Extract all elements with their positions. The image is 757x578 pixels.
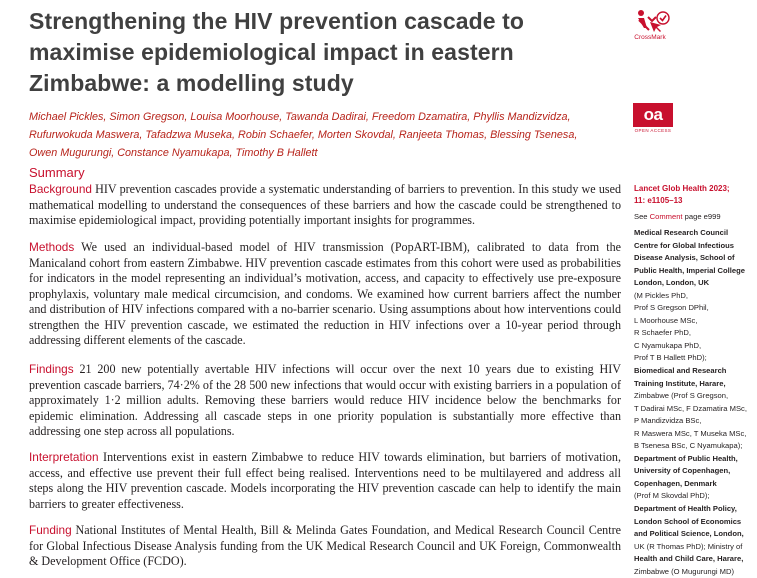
affiliation-line: Training Institute, Harare, <box>634 378 726 388</box>
findings-heading: Findings <box>29 362 74 376</box>
affiliation-line: R Schaefer PhD, <box>634 328 691 338</box>
affiliation-line: Prof T B Hallett PhD); <box>634 353 707 363</box>
comment-link[interactable]: Comment <box>649 212 683 221</box>
citation-line-2: 11: e1105–13 <box>634 196 683 206</box>
open-access-subtext: OPEN ACCESS <box>634 128 672 133</box>
affiliation-line: London, London, UK <box>634 278 710 288</box>
affiliations <box>634 227 757 578</box>
affiliation-line: Health and Child Care, Harare, <box>634 554 744 564</box>
affiliation-line: UK (R Thomas PhD); Ministry of <box>634 541 743 551</box>
affiliation-line: (M Pickles PhD, <box>634 290 689 300</box>
affiliation-line: Zimbabwe (Prof S Gregson, <box>634 391 729 401</box>
affiliation-line: R Maswera MSc, T Museka MSc, <box>634 428 747 438</box>
affiliation-line: T Dadirai MSc, F Dzamatira MSc, <box>634 403 747 413</box>
summary-heading: Summary <box>29 165 85 180</box>
affiliation-line: L Moorhouse MSc, <box>634 315 698 325</box>
affiliation-line: P Mandizvidza BSc, <box>634 416 702 426</box>
background-heading: Background <box>29 182 92 196</box>
affiliation-line: Department of Health Policy, <box>634 504 737 514</box>
section-methods <box>29 240 621 349</box>
crossmark-label[interactable]: CrossMark <box>634 34 666 41</box>
citation-line-1: Lancet Glob Health 2023; <box>634 184 730 193</box>
findings-text: 21 200 new potentially avertable HIV infections will occur over the next 10 years due to existing HIV prevention cascade barriers, 74·2% of the 28 500 new infections that would occur with existing barriers in a population of approximately 1·2 million adults. Removing these barriers would reduce HIV incidence below the benchmarks for epidemic elimination. Addressing all cascade steps in one priority population is substantially more effective than addressing one step across all populations. <box>29 362 621 438</box>
affiliation-line: Zimbabwe (O Mugurungi MD) <box>634 566 735 576</box>
methods-heading: Methods <box>29 240 75 254</box>
funding-text: National Institutes of Mental Health, Bill & Melinda Gates Foundation, and Medical Research Council Centre for Global Infectious Disease Analysis funding from the UK Medical Research Council and UK Foreign, Commonwealth & Development Office (FCDO). <box>29 523 621 568</box>
interpretation-heading: Interpretation <box>29 450 99 464</box>
affiliation-line: Copenhagen, Denmark <box>634 478 717 488</box>
affiliation-line: Biomedical and Research <box>634 366 727 376</box>
see-prefix: See <box>634 212 650 221</box>
open-access-badge <box>633 103 673 127</box>
affiliation-line: University of Copenhagen, <box>634 466 731 476</box>
methods-text: We used an individual-based model of HIV transmission (PopART-IBM), calibrated to data from the Manicaland cohort from eastern Zimbabwe. HIV prevention cascade estimates from this cohort were used as probabilities for indicators in the model representing an individual’s motivation, access, and capacity to effectively use pre-exposure prophylaxis, voluntary male medical circumcision, and condoms. We examined how current barriers affect the number and distribution of HIV infections compared with a no-barrier scenario. Using assumptions about how interventions could strengthen the HIV prevention cascade, we estimated the reduction in HIV infections over a 10-year period through addressing different elements of the cascade. <box>29 240 621 347</box>
oa-label: oa <box>643 105 663 124</box>
funding-heading: Funding <box>29 523 72 537</box>
affiliation-line: Public Health, Imperial College <box>634 265 745 275</box>
article-title: Strengthening the HIV prevention cascade to maximise epidemiological impact in eastern Zimbabwe: a modelling study <box>29 8 525 96</box>
affiliation-line: Department of Public Health, <box>634 453 738 463</box>
affiliation-line: Disease Analysis, School of <box>634 253 735 263</box>
section-interpretation <box>29 450 621 512</box>
interpretation-text: Interventions exist in eastern Zimbabwe to reduce HIV towards elimination, but barriers of motivation, access, and effective use prevent their full effect being realised. Interventions need to be multilayered and address all steps along the HIV prevention cascade. Models incorporating the HIV prevention cascade can help to identify the main barriers to greater effectiveness. <box>29 450 622 511</box>
affiliation-line: London School of Economics <box>634 516 742 526</box>
section-findings <box>29 362 621 440</box>
affiliation-line: B Tsenesa BSc, C Nyamukapa); <box>634 441 743 451</box>
section-funding <box>29 523 621 570</box>
affiliation-line: C Nyamukapa PhD, <box>634 340 702 350</box>
affiliation-line: Prof S Gregson DPhil, <box>634 303 709 313</box>
see-suffix: page e999 <box>682 212 721 221</box>
see-comment <box>634 211 757 223</box>
author-list: Michael Pickles, Simon Gregson, Louisa Moorhouse, Tawanda Dadirai, Freedom Dzamatira, Phyllis Mandizvidza, Rufurwokuda Maswera, Tafadzwa Museka, Robin Schaefer, Morten Skovdal, Ranjeeta Thomas, Blessing Tsenesa, Owen Mugurungi, Constance Nyamukapa, Timothy B Hallett <box>29 111 578 159</box>
citation <box>634 183 757 208</box>
affiliation-line: (Prof M Skovdal PhD); <box>634 491 710 501</box>
section-background <box>29 182 621 229</box>
background-text: HIV prevention cascades provide a systematic understanding of barriers to prevention. In this study we used mathematical modelling to understand the consequences of these barriers and how the cascade could be strengthened to maximise epidemiological impact, providing potentially important insights for programmes. <box>29 182 621 227</box>
affiliation-line: Medical Research Council <box>634 228 729 237</box>
affiliation-line: Centre for Global Infectious <box>634 240 734 250</box>
affiliation-line: and Political Science, London, <box>634 529 744 539</box>
